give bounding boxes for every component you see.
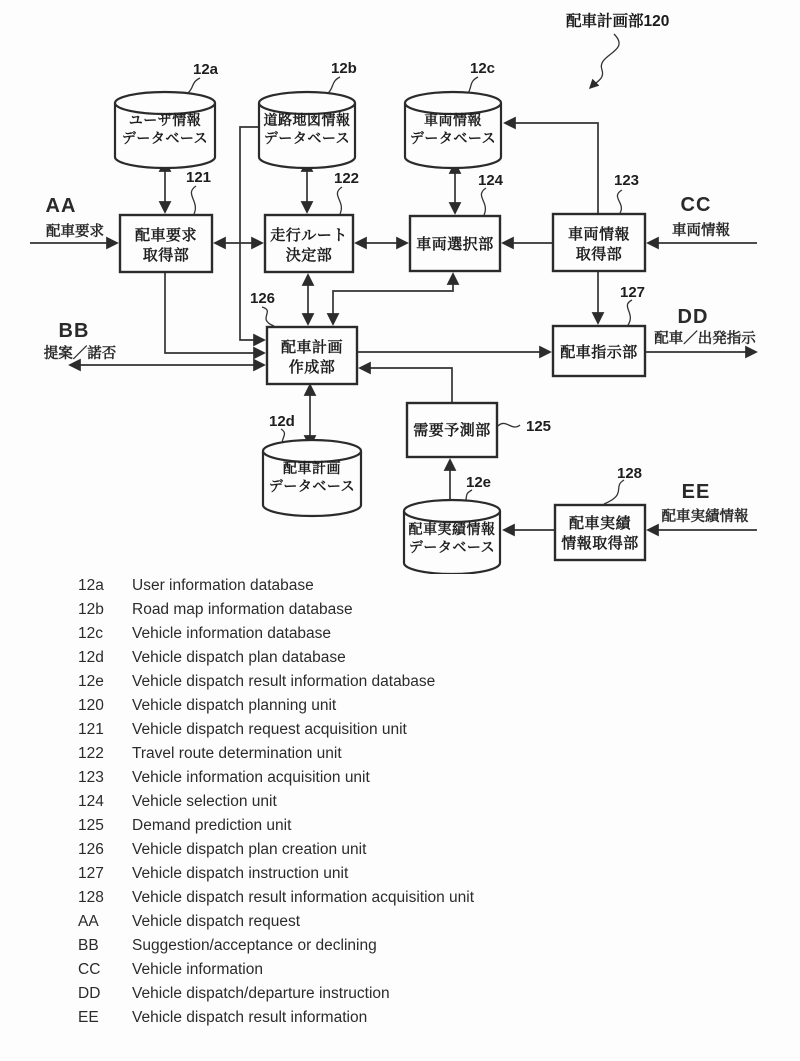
ref-121: 121 [186,169,212,186]
database-12d-label-line1: 配車計画 [283,460,341,476]
database-12a-label-line1: ユーザ情報 [128,112,202,128]
database-12a-label-line2: データベース [121,130,209,146]
ref-12a: 12a [193,61,219,78]
legend-row [78,958,738,982]
io-bb-code: BB [58,320,90,342]
legend-row [78,622,738,646]
io-ee-label: 配車実績情報 [661,509,749,525]
legend-row [78,646,738,670]
io-dd-code: DD [677,306,709,328]
legend-label: Vehicle information [132,961,263,978]
io-cc-code: CC [680,194,712,216]
io-bb-label: 提案／諾否 [43,346,117,362]
unit-126-label-line1: 配車計画 [280,339,344,356]
ref-leader-122 [337,187,342,214]
legend-row [78,862,738,886]
io-aa-code: AA [45,195,77,217]
flow-123-12c [505,123,598,213]
legend-code: BB [78,937,99,954]
unit-125-label: 需要予測部 [413,422,491,439]
legend-label: Vehicle dispatch request [132,913,301,930]
legend-label: User information database [132,577,314,594]
legend-code: 120 [78,697,104,714]
legend-code: 12b [78,601,104,618]
ref-leader-127 [627,300,632,325]
ref-leader-125 [498,423,520,427]
legend-code: 123 [78,769,104,786]
legend-code: 128 [78,889,104,906]
legend-label: Suggestion/acceptance or declining [132,937,377,954]
database-12e [404,500,500,574]
io-cc-label: 車両情報 [672,223,730,239]
ref-128: 128 [617,465,643,482]
unit-122-label-line2: 決定部 [285,247,333,264]
legend-code: 12c [78,625,103,642]
legend-label: Vehicle information acquisition unit [132,769,370,786]
ref-leader-124 [481,188,486,215]
database-12b-label-line1: 道路地図情報 [263,112,351,128]
flow-126-124 [333,274,453,324]
legend-code: 12a [78,577,104,594]
legend-row [78,766,738,790]
legend-label: Travel route determination unit [132,745,342,762]
unit-124-label: 車両選択部 [416,236,494,253]
legend-code: 122 [78,745,104,762]
legend-code: 126 [78,841,104,858]
legend-code: 124 [78,793,104,810]
flow-125-126 [360,368,452,403]
legend-code: 125 [78,817,104,834]
legend-code: 12d [78,649,104,666]
database-12c-label-line2: データベース [409,130,497,146]
legend-label: Vehicle dispatch result information acquisition unit [132,889,475,906]
legend-label: Vehicle dispatch/departure instruction [132,985,390,1002]
unit-121-label-line2: 取得部 [142,247,190,264]
legend-row [78,814,738,838]
legend-code: CC [78,961,101,978]
unit-123-label-line1: 車両情報 [567,226,631,243]
flow-121-126 [165,273,264,353]
ref-12e: 12e [466,474,492,491]
ref-123: 123 [614,172,640,189]
unit-121-label-line1: 配車要求 [134,227,198,244]
legend-code: 127 [78,865,104,882]
reference-legend [78,574,738,1030]
legend-row [78,670,738,694]
legend-label: Vehicle selection unit [132,793,277,810]
database-12c-label-line1: 車両情報 [424,112,482,128]
legend-row [78,718,738,742]
database-12e-label-line1: 配車実績情報 [408,521,496,537]
legend-code: AA [78,913,99,930]
database-12e-label-line2: データベース [408,539,496,555]
unit-128-label-line1: 配車実績 [568,515,632,532]
legend-label: Vehicle dispatch result information [132,1009,368,1026]
ref-12d: 12d [269,413,295,430]
legend-label: Vehicle dispatch request acquisition unit [132,721,407,738]
unit-123-label-line2: 取得部 [575,246,623,263]
unit-122-label-line1: 走行ルート [270,227,348,244]
ref-126: 126 [250,290,276,307]
io-ee-code: EE [681,481,711,503]
legend-code: 12e [78,673,104,690]
ref-leader-128 [604,480,624,504]
legend-row [78,742,738,766]
database-12d-label-line2: データベース [268,478,356,494]
legend-label: Demand prediction unit [132,817,292,834]
ref-leader-126 [262,307,274,326]
database-12b-label-line2: データベース [263,130,351,146]
legend-row [78,838,738,862]
ref-127: 127 [620,284,646,301]
legend-row [78,790,738,814]
legend-label: Vehicle information database [132,625,332,642]
legend-row [78,1006,738,1030]
unit-128-label-line2: 情報取得部 [561,535,639,552]
ref-122: 122 [334,170,360,187]
legend-code: DD [78,985,101,1002]
legend-label: Vehicle dispatch planning unit [132,697,337,714]
title-arrow [590,34,619,88]
legend-row [78,598,738,622]
legend-row [78,574,738,598]
legend-code: EE [78,1009,99,1026]
legend-row [78,934,738,958]
ref-12b: 12b [331,60,357,77]
ref-124: 124 [478,172,504,189]
legend-row [78,910,738,934]
ref-leader-123 [617,190,622,213]
legend-label: Vehicle dispatch instruction unit [132,865,349,882]
legend-row [78,982,738,1006]
ref-leader-121 [191,186,196,214]
legend-row [78,886,738,910]
io-dd-label: 配車／出発指示 [654,331,756,347]
unit-126-label-line2: 作成部 [288,359,336,376]
legend-label: Vehicle dispatch plan creation unit [132,841,367,858]
legend-label: Vehicle dispatch plan database [132,649,346,666]
ref-125: 125 [526,418,552,435]
ref-12c: 12c [470,60,496,77]
legend-label: Road map information database [132,601,353,618]
legend-code: 121 [78,721,104,738]
diagram-title: 配車計画部120 [566,13,670,30]
io-aa-label: 配車要求 [46,224,104,240]
unit-127-label: 配車指示部 [560,344,638,361]
legend-label: Vehicle dispatch result information database [132,673,436,690]
legend-row [78,694,738,718]
